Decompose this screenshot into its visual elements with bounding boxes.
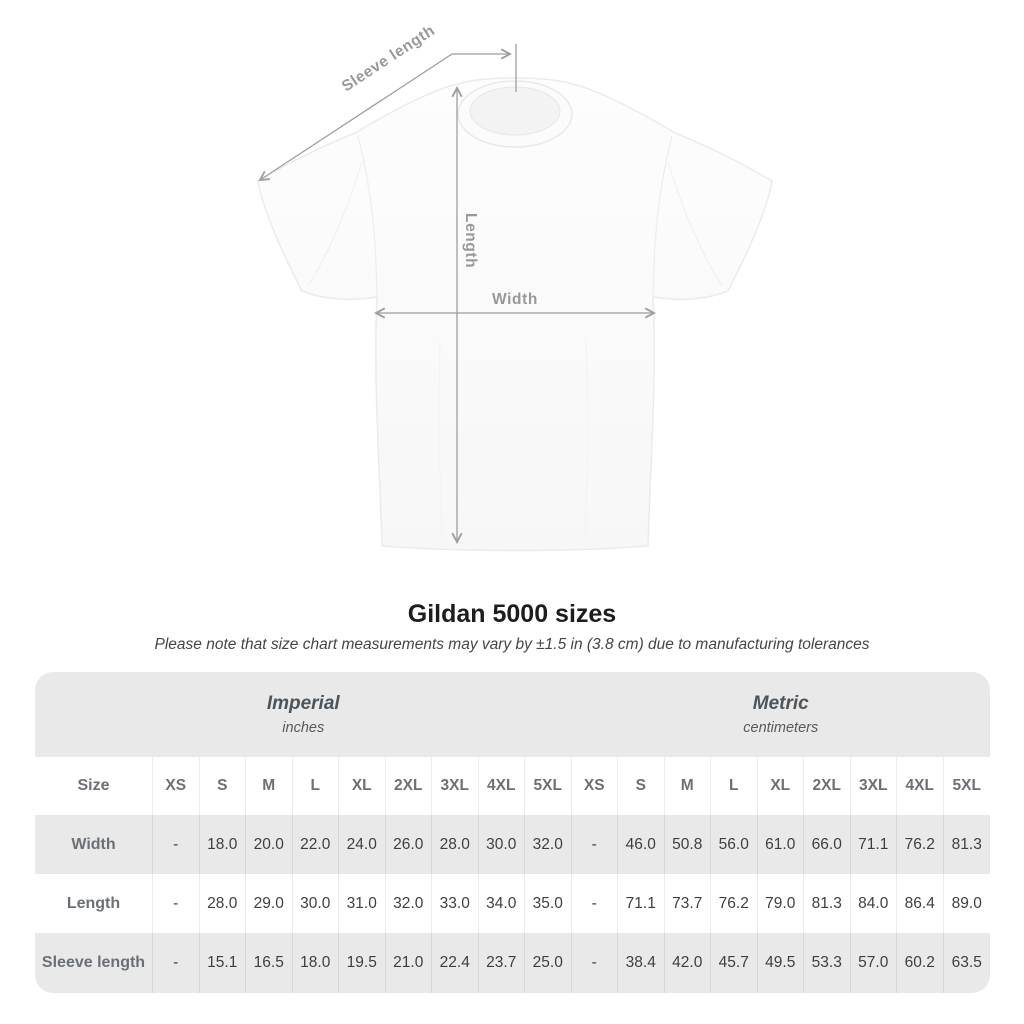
table-cell: - — [153, 815, 200, 874]
table-col-header: L — [711, 757, 758, 815]
imperial-label: Imperial — [266, 693, 340, 714]
table-cell: 66.0 — [804, 815, 851, 874]
table-cell: 32.0 — [386, 874, 433, 933]
table-cell: 34.0 — [479, 874, 526, 933]
table-cell: 50.8 — [665, 815, 712, 874]
table-row-label: Length — [35, 874, 153, 933]
table-cell: 63.5 — [944, 933, 991, 993]
table-col-header: 5XL — [525, 757, 572, 815]
tolerance-note: Please note that size chart measurements may vary by ±1.5 in (3.8 cm) due to manufacturing tolerances — [154, 636, 870, 653]
sleeve-length-label: Sleeve length — [338, 21, 439, 96]
table-cell: 89.0 — [944, 874, 991, 933]
imperial-unit-label: inches — [282, 720, 325, 736]
table-cell: 76.2 — [711, 874, 758, 933]
table-cell: 49.5 — [758, 933, 805, 993]
table-cell: 18.0 — [200, 815, 247, 874]
table-cell: - — [572, 874, 619, 933]
table-cell: 16.5 — [246, 933, 293, 993]
table-cell: 38.4 — [618, 933, 665, 993]
tshirt-graphic — [258, 78, 772, 551]
table-cell: - — [572, 933, 619, 993]
page-title: Gildan 5000 sizes — [407, 600, 617, 628]
length-label: Length — [462, 213, 479, 269]
table-cell: 45.7 — [711, 933, 758, 993]
table-cell: 57.0 — [851, 933, 898, 993]
table-col-header: 2XL — [386, 757, 433, 815]
table-cell: 18.0 — [293, 933, 340, 993]
table-col-header: 3XL — [851, 757, 898, 815]
table-cell: 84.0 — [851, 874, 898, 933]
table-cell: 81.3 — [944, 815, 991, 874]
table-cell: 61.0 — [758, 815, 805, 874]
table-col-header: XS — [153, 757, 200, 815]
table-cell: 19.5 — [339, 933, 386, 993]
metric-section-header — [572, 672, 991, 757]
table-cell: 29.0 — [246, 874, 293, 933]
table-cell: 35.0 — [525, 874, 572, 933]
table-col-header: M — [665, 757, 712, 815]
table-cell: - — [153, 933, 200, 993]
table-cell: 31.0 — [339, 874, 386, 933]
table-cell: 28.0 — [432, 815, 479, 874]
table-cell: 22.4 — [432, 933, 479, 993]
metric-label: Metric — [752, 693, 809, 714]
table-col-header: 2XL — [804, 757, 851, 815]
table-cell: 25.0 — [525, 933, 572, 993]
table-cell: - — [572, 815, 619, 874]
table-row-label: Width — [35, 815, 153, 874]
table-cell: 42.0 — [665, 933, 712, 993]
table-cell: 23.7 — [479, 933, 526, 993]
table-col-header: 5XL — [944, 757, 991, 815]
table-cell: 76.2 — [897, 815, 944, 874]
table-cell: 30.0 — [479, 815, 526, 874]
table-col-header: 3XL — [432, 757, 479, 815]
table-cell: 46.0 — [618, 815, 665, 874]
table-cell: 20.0 — [246, 815, 293, 874]
table-col-header: L — [293, 757, 340, 815]
table-col-header: S — [618, 757, 665, 815]
metric-unit-label: centimeters — [743, 720, 819, 736]
table-cell: 53.3 — [804, 933, 851, 993]
table-cell: 73.7 — [665, 874, 712, 933]
table-col-header: XS — [572, 757, 619, 815]
imperial-section-header — [35, 672, 572, 757]
table-cell: 22.0 — [293, 815, 340, 874]
table-cell: 32.0 — [525, 815, 572, 874]
table-cell: - — [153, 874, 200, 933]
table-cell: 71.1 — [851, 815, 898, 874]
table-cell: 79.0 — [758, 874, 805, 933]
table-col-header: 4XL — [479, 757, 526, 815]
width-label: Width — [492, 291, 538, 308]
table-cell: 30.0 — [293, 874, 340, 933]
table-col-header: M — [246, 757, 293, 815]
table-col-header: 4XL — [897, 757, 944, 815]
table-cell: 28.0 — [200, 874, 247, 933]
table-col-header-size: Size — [35, 757, 153, 815]
table-cell: 71.1 — [618, 874, 665, 933]
table-cell: 24.0 — [339, 815, 386, 874]
table-row-label: Sleeve length — [35, 933, 153, 993]
table-cell: 60.2 — [897, 933, 944, 993]
size-table — [35, 672, 990, 993]
table-col-header: XL — [339, 757, 386, 815]
table-col-header: S — [200, 757, 247, 815]
table-cell: 56.0 — [711, 815, 758, 874]
table-cell: 86.4 — [897, 874, 944, 933]
table-col-header: XL — [758, 757, 805, 815]
table-cell: 21.0 — [386, 933, 433, 993]
table-cell: 26.0 — [386, 815, 433, 874]
collar-inner — [470, 87, 560, 135]
table-cell: 33.0 — [432, 874, 479, 933]
table-cell: 15.1 — [200, 933, 247, 993]
table-cell: 81.3 — [804, 874, 851, 933]
